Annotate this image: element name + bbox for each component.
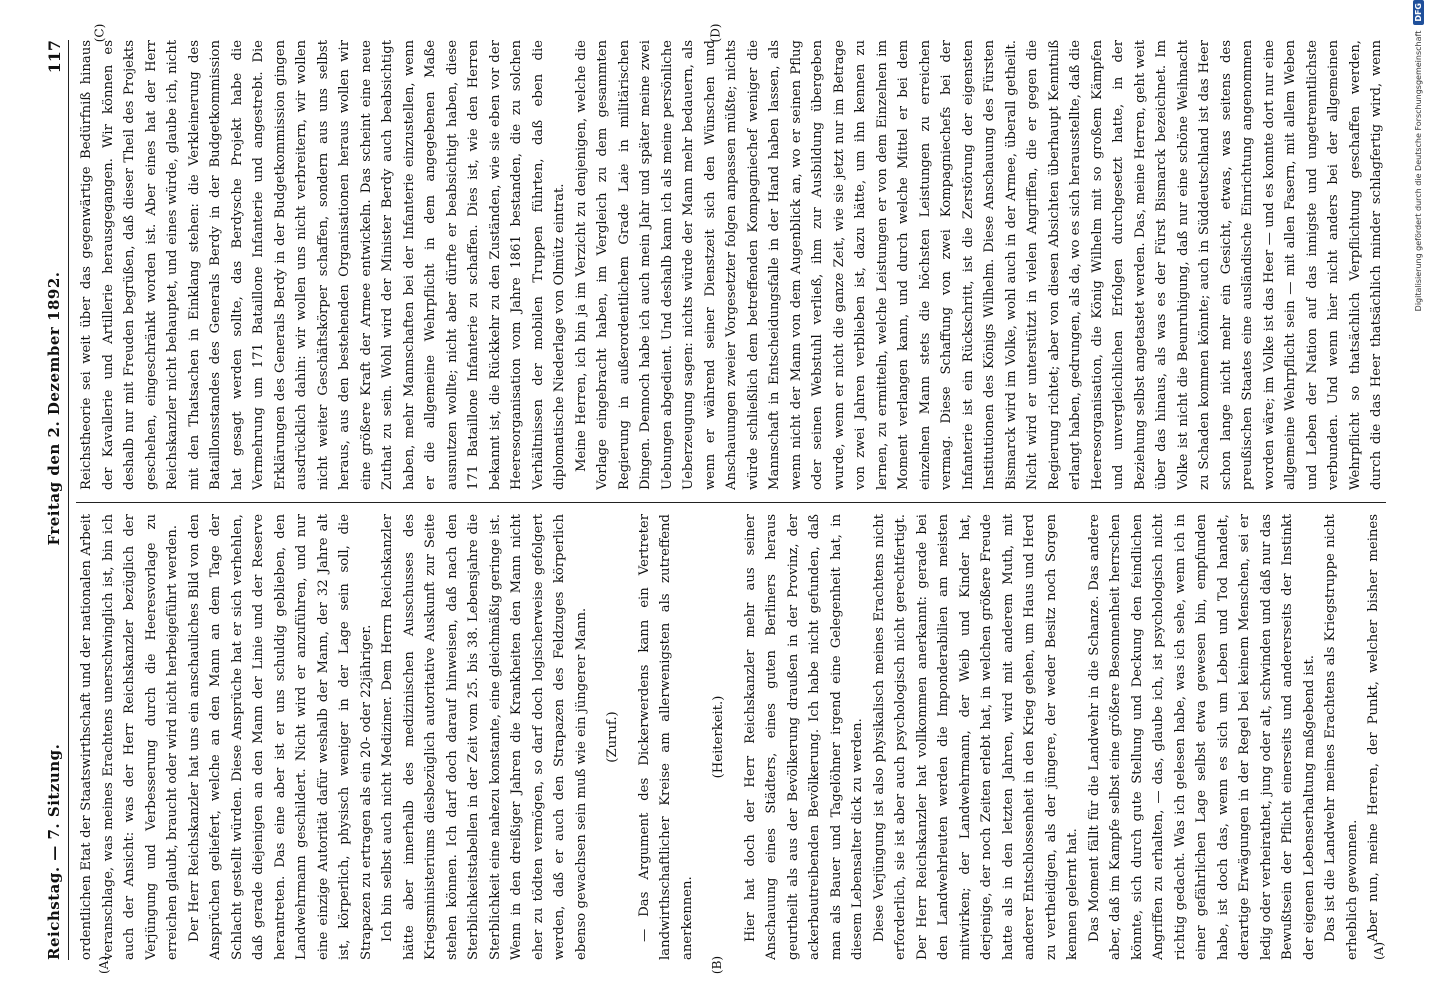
- rotated-page-content: [40, 40, 1400, 960]
- paragraph: Der Herr Reichskanzler hat uns ein anschauliches Bild von den Ansprüchen geliefert, welche an den Mann an dem Tage der Schlacht gestellt würden. Diese Ansprüche hat er sich verhehlen, daß gerade diejenigen an den Mann der Linie und der Reserve herantreten. Das eine aber ist er uns schuldig geblieben, den Landwehrmann geschildert. Nicht wird er anzuführen, und nur eine einzige Autorität dafür weshalb der Mann, der 32 Jahre alt ist, körperlich, physisch weniger in der Lage sein soll, die Strapazen zu ertragen als ein 20- oder 22jähriger.: [186, 514, 374, 960]
- margin-marker-b: (B): [710, 955, 725, 975]
- paragraph: ordentlichen Etat der Staatswirthschaft und der nationalen Arbeit veranschlage, was meines Erachtens unerschwinglich ist, bin ich auch der Ansicht: was der Herr Reichskanzler bezüglich der Verjüngung und Verbesserung durch die Heeresvorlage zu erreichen glaubt, braucht oder wird nicht herbeigeführt werden.: [79, 514, 180, 960]
- paragraph: Das ist die Landwehr meines Erachtens als Kriegstruppe nicht erheblich gewonnen.: [1323, 514, 1360, 960]
- paragraph: Das Moment fällt für die Landwehr in die Schanze. Das andere aber, daß im Kampfe selbst eine größere Besonnenheit herrschen könnte, sich durch gute Stellung und Deckung den feindlichen Angriffen zu erhalten, — das, glaube ich, ist psychologisch nicht richtig gedacht. Was ich gelesen habe, was ich sehe, wenn ich in einer gefährlichen Lage selbst etwa gewesen bin, empfunden habe, ist doch das, wenn es sich um Leben und Tod handelt, derartige Erwägungen in der Regel bei keinem Menschen, sei er ledig oder verheirathet, jung oder alt, schwinden und daß nur das Bewußtsein der Pflicht einerseits und andererseits der Instinkt der eigenen Lebenserhaltung maßgebend ist.: [1086, 514, 1317, 960]
- paragraph: Ich bin selbst auch nicht Mediziner. Dem Herrn Reichskanzler hätte aber innerhalb des medizinischen Ausschusses des Kriegsministeriums diesbezüglich autoritative Auskunft zur Seite stehen können. Ich darf doch darauf hinweisen, daß nach den Sterblichkeitstabellen in der Zeit vom 25. bis 38. Lebensjahre die Sterblichkeit eine nahezu konstante, eine gleichmäßig geringe ist. Wenn in den dreißiger Jahren die Krankheiten den Mann nicht eher zu tödten vermögen, so darf doch logischerweise gefolgert werden, daß er auch den Strapazen des Feldzuges körperlich ebenso gewachsen sein muß wie ein jüngerer Mann.: [380, 514, 589, 960]
- margin-marker-a: (A): [1372, 941, 1386, 960]
- page-number: 117: [44, 40, 64, 74]
- interjection: (Zuruf.): [605, 711, 620, 763]
- paragraph: Reichstheorie sei weit über das gegenwärtige Bedürfniß hinaus der Kavallerie und Artillerie herausgegangen. Wir können es deshalb nur mit Freuden begrüßen, daß dieser Theil des Projekts geschehen, eingeschränkt worden ist. Aber eines hat der Herr Reichskanzler nicht behauptet, und eines würde, glaube ich, nicht mit den Thatsachen in Einklang stehen: die Verkleinerung des Bataillonsstandes des Generals Berdy in der Budgetkommission hat gesagt werden sollte, das Berdysche Projekt habe die Vermehrung um 171 Bataillone Infanterie und angestrebt. Die Erklärungen des Generals Berdy in der Budgetkommission gingen ausdrücklich dahin: wir wollen uns nicht verbreitern, wir wollen nicht weiter Geschäftskörper schaffen, sondern aus uns selbst heraus, aus den bestehenden Organisationen heraus wollen wir eine größere Kraft der Armee entwickeln. Das scheint eine neue Zuthat zu sein. Wohl wird der Minister Berdy auch beabsichtigt haben, mehr Mannschaften bei der Infanterie einzustellen, wenn er die allgemeine Wehrpflicht in dem angegebenen Maße ausnutzen wollte; nicht aber dürfte er beabsichtigt haben, diese 171 Bataillone Infanterie zu schaffen. Dies ist, wie den Herren bekannt ist, die Rückkehr zu den Zuständen, wie sie eben vor der Heeresorganisation vom Jahre 1861 bestanden, die zu solchen Verhältnissen der mobilen Truppen führten, daß eben die diplomatische Niederlage von Olmütz eintrat.: [79, 40, 567, 490]
- paragraph: Diese Verjüngung ist also physikalisch meines Erachtens nicht erforderlich, sie ist aber auch psychologisch nicht gerechtfertigt. Der Herr Reichskanzler hat vollkommen anerkannt: gerade bei den Landwehrleuten werden die Imponderabilien am meisten mitwirken; der Landwehrmann, der Weib und Kinder hat, derjenige, der noch Zeiten erlebt hat, in welchen größere Freude hatte als in den letzten Jahren, wird mit anderem Muth, mit anderer Entschlossenheit in den Krieg gehen, um Haus und Herd zu vertheidigen, als der jüngere, der weder Besitz noch Sorgen kennen gelernt hat.: [871, 514, 1080, 960]
- left-column: [76, 514, 1386, 960]
- paragraph: Aber nun, meine Herren, der Punkt, welcher bisher meines: [1366, 514, 1381, 942]
- right-column: [76, 40, 1386, 490]
- margin-marker-a-screen: (A): [97, 955, 112, 975]
- dfg-logo-icon: DFG: [1413, 0, 1424, 25]
- paragraph: Meine Herren, ich bin ja im Verzicht zu denjenigen, welche die Vorlage eingebracht haben, im Vergleich zu dem gesammten Regierung in außerordentlichem Grade Laie in militärischen Dingen. Dennoch habe ich auch mein Jahr und später meine zwei Uebungen abgedient. Und deshalb kann ich als meine persönliche Ueberzeugung sagen: nichts würde der Mann mehr bedauern, als wenn er während seiner Dienstzeit sich den Wünschen und Anschauungen zweier Vorgesetzter folgen anpassen müßte; nichts würde schließlich dem betreffenden Kompagniechef weniger die Mannschaft in Entscheidungsfalle in der Hand haben lassen, als wenn nicht der Mann von dem Augenblick an, wo er seinen Pflug oder seinen Webstuhl verließ, ihm zur Ausbildung übergeben wurde, wenn er nicht die ganze Zeit, wie sie jetzt nur im Betrage von zwei Jahren verblieben ist, dazu hätte, um ihn kennen zu lernen, zu ermitteln, welche Leistungen er von dem Einzelnen im Moment verlangen kann, und durch welche Mittel er bei dem einzelnen Mann stets die höchsten Leistungen zu erreichen vermag. Diese Schaffung von zwei Kompagniechefs bei der Infanterie ist ein Rückschritt, ist die Zerstörung der eigensten Institutionen des Königs Wilhelm. Diese Anschauung des Fürsten Bismarck wird im Volke, wohl auch in der Armee, überall getheilt. Nicht wird er unterstützt in vielen Angriffen, die er gegen die Regierung richtet; aber von diesen Absichten überhaupt Kenntniß erlangt haben, gedrungen, als da, wo es sich herausstellte, daß die Heeresorganisation, die König Wilhelm mit so großem Kämpfen und unvergleichlichen Erfolgen durchgesetzt hatte, in der Beziehung selbst angetastet werden. Das, meine Herren, geht weit über das hinaus, als was es der Fürst Bismarck bezeichnet. Im Volke ist nicht die Beunruhigung, daß nur eine schöne Weihnacht zu Schaden kommen könnte; auch in Süddeutschland ist das Heer schon lange nicht mehr ein Gesicht, etwas, was seitens des preußischen Staates eine ausländische Einrichtung angenommen worden wäre; im Volke ist das Heer — und es konnte dort nur eine allgemeine Wehrpflicht sein — mit allen Fasern, mit allem Weben und Leben der Nation auf das innigste und ungetrenntlichste verbunden. Und wenn hier nicht anders bei der allgemeinen Wehrpflicht so thatsächlich Verpflichtung geschaffen werden, durch die das Heer thatsächlich minder schlagfertig wird, wenn: [573, 40, 1384, 490]
- margin-marker-c: (C): [92, 23, 107, 43]
- margin-marker-d: (D): [708, 23, 723, 43]
- text-columns: [76, 40, 1396, 960]
- paragraph: Hier hat doch der Herr Reichskanzler mehr aus seiner Anschauung eines Städters, eines guten Berliners heraus geurtheilt als aus der Bevölkerung draußen in der Provinz, der ackerbautreibenden Bevölkerung. Ich habe nicht gefunden, daß man als Bauer und Tagelöhner irgend eine Gelegenheit hat, in diesem Lebensalter dick zu werden.: [742, 514, 865, 960]
- header-session: Reichstag. — 7. Sitzung.: [45, 743, 63, 960]
- paragraph: — Das Argument des Dickerwerdens kann ein Vertreter landwirthschaftlicher Kreise am allerwenigsten als zutreffend anerkennen.: [636, 514, 695, 960]
- digitization-credit: [1406, 0, 1426, 1000]
- page-header: [40, 40, 69, 960]
- column-divider: [76, 502, 1386, 503]
- interjection: (Heiterkeit.): [711, 695, 726, 779]
- header-date: Freitag den 2. Dezember 1892.: [45, 271, 63, 546]
- credit-text: Digitalisierung gefördert durch die Deutsche Forschungsgemeinschaft: [1413, 30, 1423, 312]
